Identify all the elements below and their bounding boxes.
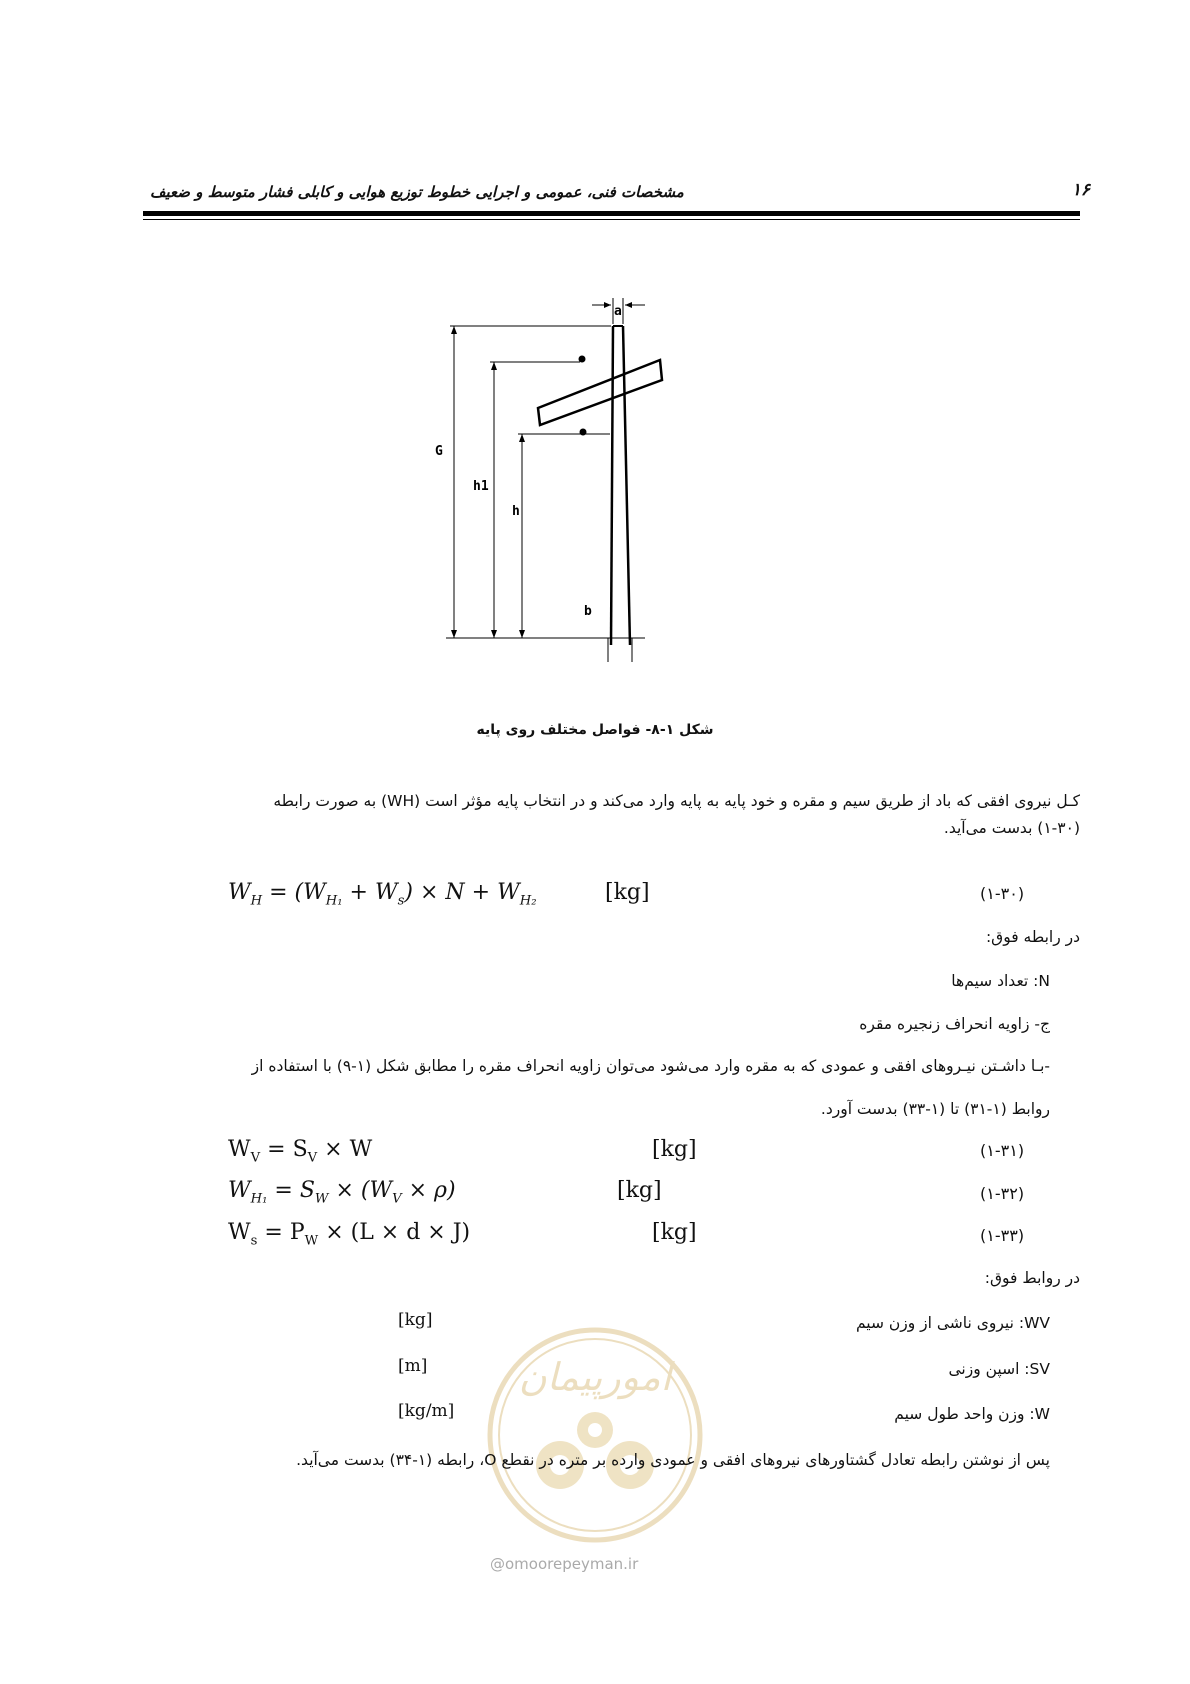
definition-WV: WV: نیروی ناشی از وزن سیم xyxy=(855,1314,1050,1332)
equation-31-number: (۱-۳۱) xyxy=(980,1141,1025,1160)
equation-32-number: (۱-۳۲) xyxy=(980,1184,1025,1203)
where-text-1: در رابطه فوق: xyxy=(985,928,1080,946)
svg-text:امورپیمان: امورپیمان xyxy=(518,1355,672,1399)
paragraph-1-line-2: (۱-۳۰) بدست می‌آید. xyxy=(943,819,1080,837)
insulator-point-lower xyxy=(580,429,587,436)
equation-31-unit: [kg] xyxy=(652,1137,697,1162)
paragraph-3: پس از نوشتن رابطه تعادل گشتاورهای نیروهای افقی و عمودی وارده بر متره در نقطع O، رابطه (۱-۳۴) بدست می‌آید. xyxy=(296,1451,1050,1469)
label-G: G xyxy=(435,444,443,459)
definition-W-unit: [kg/m] xyxy=(398,1401,455,1421)
label-h1: h1 xyxy=(473,479,489,494)
equation-32-unit: [kg] xyxy=(617,1178,662,1203)
equation-33: $W_s = P_W \times (L \times d \times J)$ xyxy=(228,1220,471,1249)
paragraph-1-line-1: کـل نیروی افقی که باد از طریق سیم و مقره و خود پایه به پایه وارد می‌کند و در انتخاب پایه مؤثر است (WH) به صورت رابطه xyxy=(273,792,1080,810)
label-h: h xyxy=(512,504,520,519)
equation-32: $W_{H_1} = S_W \times (W_V \times \rho)$ xyxy=(228,1178,456,1207)
paragraph-2-line-1: -بـا داشـتن نیـروهای افقی و عمودی که به مقره وارد می‌شود می‌توان زاویه انحراف مقره را مطابق شکل (۱-۹) با استفاده از xyxy=(251,1057,1050,1075)
running-header-title: مشخصات فنی، عمومی و اجرایی خطوط توزیع هوایی و کابلی فشار متوسط و ضعیف xyxy=(150,183,684,201)
equation-33-number: (۱-۳۳) xyxy=(980,1226,1025,1245)
definition-SV-unit: [m] xyxy=(398,1356,428,1376)
equation-31: $W_V = S_V \times W$ xyxy=(228,1137,373,1166)
header-rule-thick xyxy=(143,211,1080,216)
equation-30-unit: [kg] xyxy=(605,880,650,905)
where-text-2: در روابط فوق: xyxy=(984,1269,1080,1287)
label-b: b xyxy=(584,604,592,619)
section-c-heading: ج- زاویه انحراف زنجیره مقره xyxy=(859,1015,1050,1033)
page-number: ۱۶ xyxy=(1071,180,1090,200)
definition-W: W: وزن واحد طول سیم xyxy=(894,1405,1050,1423)
watermark-logo xyxy=(480,1320,710,1550)
definition-WV-unit: [kg] xyxy=(398,1310,433,1330)
definition-N: N: تعداد سیم‌ها xyxy=(951,972,1050,990)
paragraph-2-line-2: روابط (۱-۳۱) تا (۱-۳۳) بدست آورد. xyxy=(820,1100,1050,1118)
figure-caption: شکل ۱-۸- فواصل مختلف روی پایه xyxy=(476,722,714,738)
label-a: a xyxy=(614,304,622,319)
watermark-url: @omoorepeyman.ir xyxy=(490,1555,639,1573)
equation-33-unit: [kg] xyxy=(652,1220,697,1245)
equation-30: $W_H = (W_{H_1} + W_s) \times N + W_{H_2}$ xyxy=(228,880,537,909)
pole-distance-diagram xyxy=(435,290,680,680)
definition-SV: SV: اسپن وزنی xyxy=(948,1360,1050,1378)
equation-30-number: (۱-۳۰) xyxy=(980,884,1025,903)
cross-arm xyxy=(538,360,662,425)
pole-left-edge xyxy=(611,326,613,645)
insulator-point-upper xyxy=(579,356,586,363)
header-rule-thin xyxy=(143,219,1080,220)
